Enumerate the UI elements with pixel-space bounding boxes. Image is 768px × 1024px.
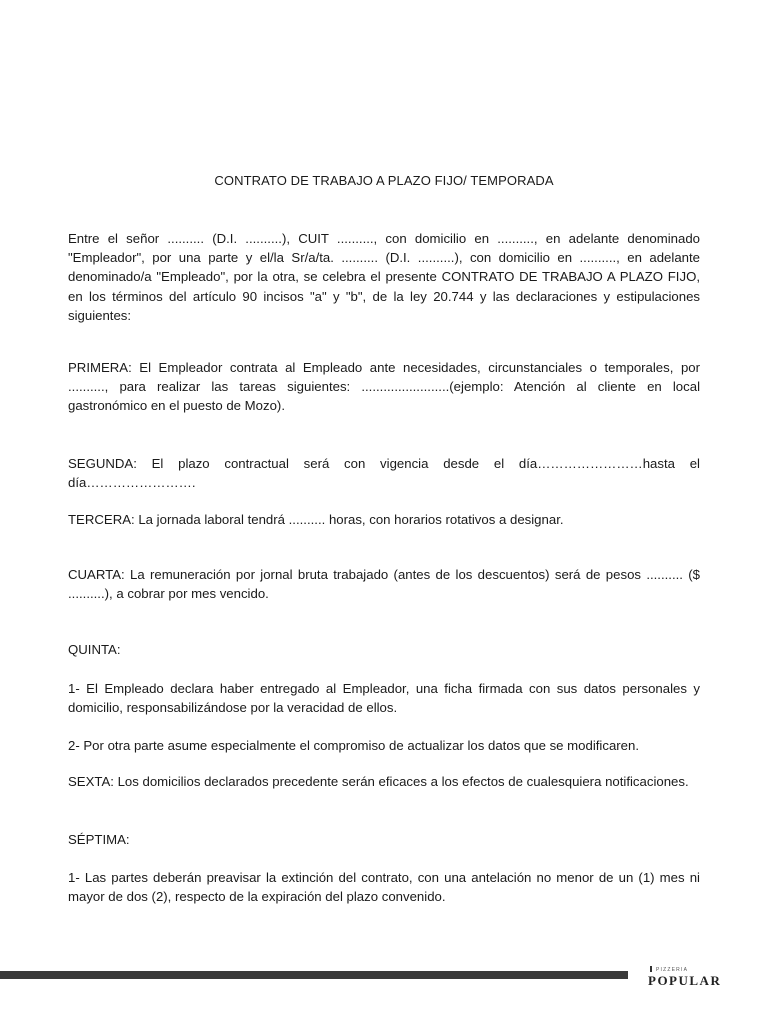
clause-cuarta: CUARTA: La remuneración por jornal bruta trabajado (antes de los descuentos) será de pesos .......... ($ ..........), a cobrar por mes vencido.: [68, 567, 700, 602]
logo-mark-icon: [650, 966, 652, 972]
clause-quinta-item-2: 2- Por otra parte asume especialmente el compromiso de actualizar los datos que se modificaren.: [68, 738, 640, 753]
clause-septima-heading: SÉPTIMA:: [68, 832, 130, 847]
clause-quinta-item-1: 1- El Empleado declara haber entregado al Empleador, una ficha firmada con sus datos personales y domicilio, responsabilizándose por la veracidad de ellos.: [68, 681, 700, 716]
clause-septima-item-1: 1- Las partes deberán preavisar la extinción del contrato, con una antelación no menor de un (1) mes ni mayor de dos (2), respecto de la expiración del plazo convenido.: [68, 870, 700, 905]
clause-primera: PRIMERA: El Empleador contrata al Empleado ante necesidades, circunstanciales o temporales, por .........., para realizar las tareas siguientes: ........................(ejemplo: Atención al cliente en local gastronómico en el puesto de Mozo).: [68, 360, 700, 414]
brand-logo: [648, 966, 722, 992]
intro-paragraph: Entre el señor .......... (D.I. ..........), CUIT .........., con domicilio en .........., en adelante denominado "Empleador", por una parte y el/la Sr/a/ta. .......... (D.I. ..........), con domicilio en .........., en adelante denominado/a "Empleado", por la otra, se celebra el presente CONTRATO DE TRABAJO A PLAZO FIJO, en los términos del artículo 90 incisos "a" y "b", de la ley 20.744 y las declaraciones y estipulaciones siguientes:: [68, 231, 700, 323]
clause-segunda: SEGUNDA: El plazo contractual será con vigencia desde el día……………………hasta el día…………………….: [68, 456, 700, 491]
clause-tercera: TERCERA: La jornada laboral tendrá .......... horas, con horarios rotativos a designar.: [68, 512, 564, 527]
document-title: CONTRATO DE TRABAJO A PLAZO FIJO/ TEMPORADA: [214, 173, 554, 188]
logo-main-text: POPULAR: [648, 973, 722, 988]
footer-bar: [0, 971, 628, 979]
clause-quinta-heading: QUINTA:: [68, 642, 121, 657]
logo-small-text: PIZZERIA: [656, 967, 689, 973]
clause-sexta: SEXTA: Los domicilios declarados precedente serán eficaces a los efectos de cualesquiera notificaciones.: [68, 774, 689, 789]
